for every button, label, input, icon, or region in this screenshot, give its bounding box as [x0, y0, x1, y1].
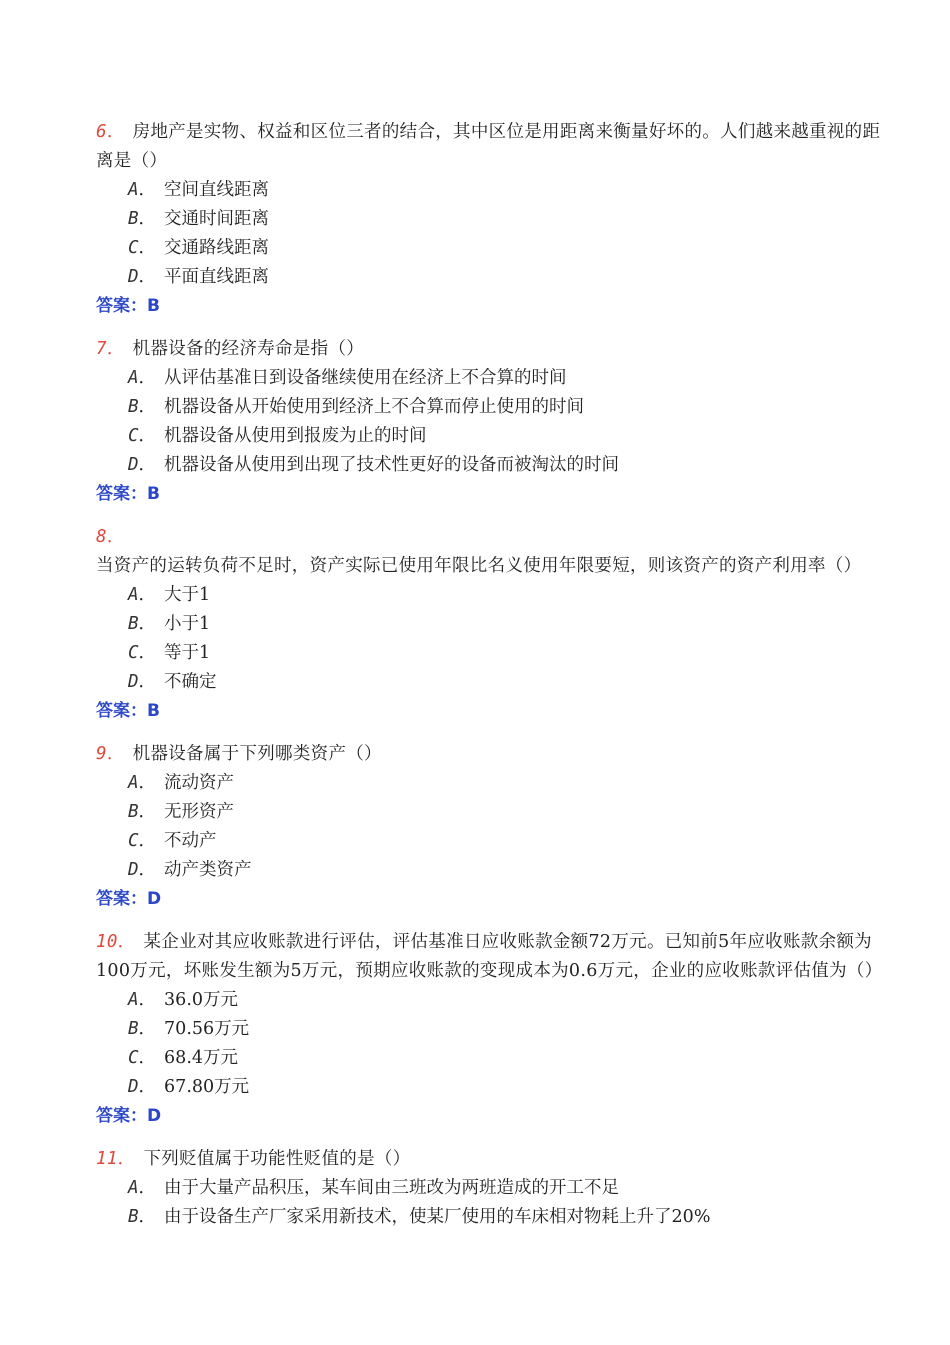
question-number: 10: [96, 932, 118, 952]
option-letter: B: [128, 397, 139, 417]
option-item: [96, 856, 896, 885]
option-letter-dot: ．: [138, 180, 157, 200]
answer-line: [96, 885, 896, 914]
answer-label: 答案：: [96, 296, 147, 316]
question-number: 11: [96, 1149, 118, 1169]
option-text: 机器设备从使用到出现了技术性更好的设备而被淘汰的时间: [164, 455, 620, 475]
answer-value: D: [147, 889, 162, 909]
answer-label: 答案：: [96, 889, 147, 909]
option-letter-dot: ．: [138, 368, 157, 388]
option-letter-dot: ．: [138, 672, 157, 692]
option-list: [96, 986, 896, 1102]
option-text: 36.0万元: [164, 990, 239, 1010]
option-letter-dot: ．: [138, 831, 157, 851]
question-item: [96, 335, 896, 509]
option-letter: A: [128, 180, 139, 200]
question-stem: [96, 523, 896, 581]
option-letter-dot: ．: [138, 614, 157, 634]
option-list: [96, 364, 896, 480]
answer-line: [96, 1102, 896, 1131]
option-item: [96, 769, 896, 798]
option-letter-dot: ．: [138, 860, 157, 880]
option-list: [96, 176, 896, 292]
question-stem: [96, 1145, 896, 1174]
question-number: 7: [96, 339, 107, 359]
option-letter-dot: ．: [138, 773, 157, 793]
option-item: [96, 393, 896, 422]
question-list: [96, 118, 896, 1246]
option-letter: B: [128, 802, 139, 822]
option-item: [96, 798, 896, 827]
answer-label: 答案：: [96, 1106, 147, 1126]
option-item: [96, 176, 896, 205]
answer-label: 答案：: [96, 701, 147, 721]
option-letter-dot: ．: [138, 643, 157, 663]
option-text: 小于1: [164, 614, 211, 634]
option-letter: D: [128, 455, 139, 475]
option-letter: C: [128, 643, 139, 663]
option-letter-dot: ．: [138, 1207, 157, 1227]
answer-label: 答案：: [96, 484, 147, 504]
question-stem: [96, 740, 896, 769]
option-letter-dot: ．: [138, 455, 157, 475]
option-text: 等于1: [164, 643, 211, 663]
question-text: 房地产是实物、权益和区位三者的结合，其中区位是用距离来衡量好坏的。人们越来越重视的距离是（）: [96, 122, 881, 171]
question-item: [96, 118, 896, 321]
option-letter-dot: ．: [138, 397, 157, 417]
option-letter-dot: ．: [138, 802, 157, 822]
option-item: [96, 986, 896, 1015]
option-letter: D: [128, 672, 139, 692]
option-letter: C: [128, 426, 139, 446]
question-number: 6: [96, 122, 107, 142]
answer-value: D: [147, 1106, 162, 1126]
option-list: [96, 581, 896, 697]
question-number-dot: ．: [106, 744, 125, 764]
option-text: 不动产: [164, 831, 217, 851]
option-list: [96, 769, 896, 885]
option-item: [96, 1044, 896, 1073]
option-text: 不确定: [164, 672, 217, 692]
option-letter: D: [128, 860, 139, 880]
option-text: 70.56万元: [164, 1019, 250, 1039]
option-text: 机器设备从开始使用到经济上不合算而停止使用的时间: [164, 397, 585, 417]
option-item: [96, 205, 896, 234]
question-stem: [96, 118, 896, 176]
question-item: [96, 1145, 896, 1232]
option-text: 由于大量产品积压，某车间由三班改为两班造成的开工不足: [164, 1178, 620, 1198]
answer-value: B: [147, 701, 160, 721]
option-letter-dot: ．: [138, 267, 157, 287]
option-letter: C: [128, 1048, 139, 1068]
option-item: [96, 639, 896, 668]
option-letter: A: [128, 1178, 139, 1198]
option-letter: A: [128, 585, 139, 605]
question-text: 机器设备属于下列哪类资产（）: [132, 744, 382, 764]
option-letter-dot: ．: [138, 238, 157, 258]
answer-value: B: [147, 484, 160, 504]
option-item: [96, 1015, 896, 1044]
option-item: [96, 1174, 896, 1203]
option-text: 67.80万元: [164, 1077, 250, 1097]
question-number-dot: ．: [117, 1149, 136, 1169]
option-letter-dot: ．: [138, 585, 157, 605]
option-item: [96, 422, 896, 451]
option-letter: C: [128, 238, 139, 258]
option-item: [96, 668, 896, 697]
question-item: [96, 928, 896, 1131]
question-item: [96, 523, 896, 726]
question-stem: [96, 335, 896, 364]
question-number: 8: [96, 527, 107, 547]
question-text: 当资产的运转负荷不足时，资产实际已使用年限比名义使用年限要短，则该资产的资产利用率（）: [96, 556, 862, 576]
option-letter: B: [128, 1207, 139, 1227]
answer-line: [96, 697, 896, 726]
option-letter: A: [128, 773, 139, 793]
option-letter-dot: ．: [138, 1019, 157, 1039]
option-text: 大于1: [164, 585, 211, 605]
option-item: [96, 234, 896, 263]
option-text: 空间直线距离: [164, 180, 270, 200]
answer-value: B: [147, 296, 160, 316]
question-text: 机器设备的经济寿命是指（）: [132, 339, 365, 359]
option-item: [96, 451, 896, 480]
option-item: [96, 581, 896, 610]
option-text: 无形资产: [164, 802, 235, 822]
option-letter-dot: ．: [138, 209, 157, 229]
question-stem: [96, 928, 896, 986]
question-item: [96, 740, 896, 914]
option-item: [96, 364, 896, 393]
option-item: [96, 1203, 896, 1232]
option-text: 68.4万元: [164, 1048, 239, 1068]
option-letter: D: [128, 267, 139, 287]
option-text: 动产类资产: [164, 860, 252, 880]
option-letter-dot: ．: [138, 1077, 157, 1097]
answer-line: [96, 292, 896, 321]
option-item: [96, 610, 896, 639]
option-letter-dot: ．: [138, 1178, 157, 1198]
option-text: 由于设备生产厂家采用新技术，使某厂使用的车床相对物耗上升了20%: [164, 1207, 711, 1227]
option-letter: B: [128, 1019, 139, 1039]
option-letter-dot: ．: [138, 990, 157, 1010]
answer-line: [96, 480, 896, 509]
question-number: 9: [96, 744, 107, 764]
question-number-dot: ．: [106, 339, 125, 359]
option-text: 从评估基准日到设备继续使用在经济上不合算的时间: [164, 368, 567, 388]
option-letter: C: [128, 831, 139, 851]
option-letter: B: [128, 614, 139, 634]
question-number-dot: ．: [117, 932, 136, 952]
option-item: [96, 1073, 896, 1102]
option-item: [96, 263, 896, 292]
question-text: 某企业对其应收账款进行评估，评估基准日应收账款金额72万元。已知前5年应收账款余额为100万元，坏账发生额为5万元，预期应收账款的变现成本为0.6万元，企业的应收账款评估值为（）: [96, 932, 883, 981]
option-letter: A: [128, 990, 139, 1010]
option-letter: B: [128, 209, 139, 229]
option-list: [96, 1174, 896, 1232]
option-item: [96, 827, 896, 856]
option-letter: A: [128, 368, 139, 388]
question-text: 下列贬值属于功能性贬值的是（）: [143, 1149, 411, 1169]
option-text: 平面直线距离: [164, 267, 270, 287]
option-text: 交通路线距离: [164, 238, 270, 258]
option-letter-dot: ．: [138, 1048, 157, 1068]
option-text: 交通时间距离: [164, 209, 270, 229]
option-text: 机器设备从使用到报废为止的时间: [164, 426, 427, 446]
option-text: 流动资产: [164, 773, 235, 793]
option-letter-dot: ．: [138, 426, 157, 446]
question-number-dot: ．: [106, 122, 125, 142]
question-number-dot: ．: [106, 527, 125, 547]
option-letter: D: [128, 1077, 139, 1097]
